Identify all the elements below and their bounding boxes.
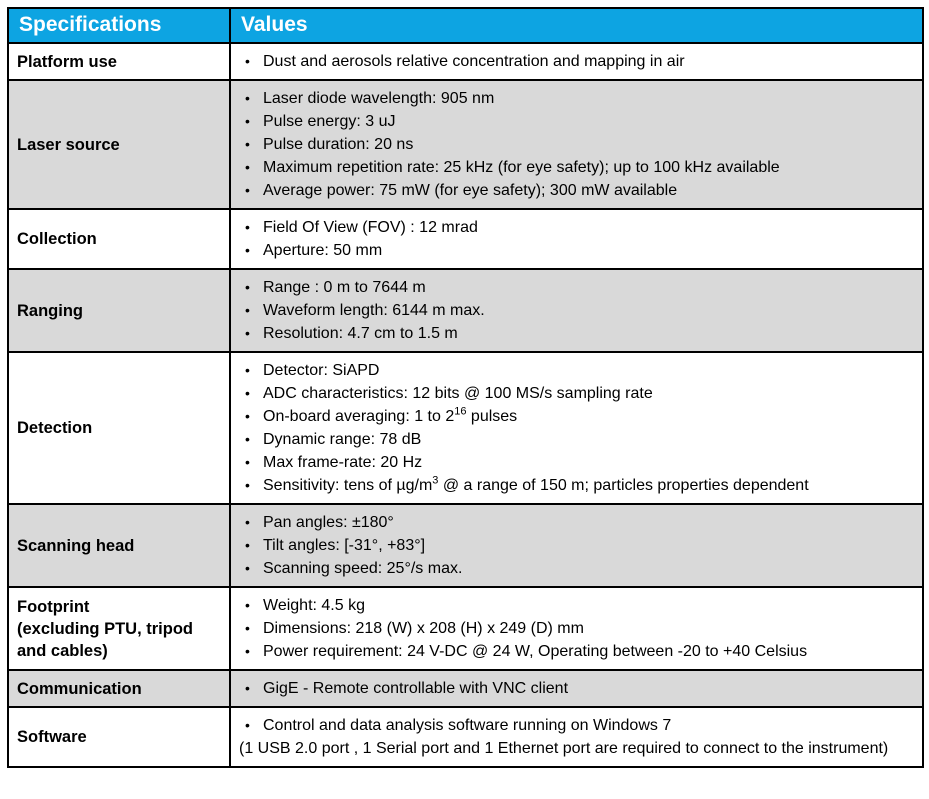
table-row-collection <box>8 209 923 269</box>
bullet-icon: • <box>245 90 250 106</box>
bullet-icon: • <box>245 408 250 424</box>
row-label: Detection <box>8 352 230 504</box>
bullet-item <box>239 511 914 534</box>
bullet-item <box>239 179 914 202</box>
bullet-icon: • <box>245 302 250 318</box>
bullet-item <box>239 239 914 262</box>
bullet-item <box>239 428 914 451</box>
row-values <box>230 43 923 80</box>
bullet-text: Detector: SiAPD <box>263 362 380 379</box>
header-row <box>8 8 923 43</box>
bullet-text: Tilt angles: [-31°, +83°] <box>263 537 426 554</box>
bullet-text: Dimensions: 218 (W) x 208 (H) x 249 (D) mm <box>263 620 584 637</box>
bullet-text: Aperture: 50 mm <box>263 242 383 259</box>
row-label: Footprint (excluding PTU, tripod and cables) <box>8 587 230 670</box>
table-row-communication <box>8 670 923 707</box>
bullet-item <box>239 474 914 497</box>
bullet-icon: • <box>245 514 250 530</box>
bullet-item <box>239 405 914 428</box>
row-label: Software <box>8 707 230 767</box>
bullet-icon: • <box>245 717 250 733</box>
bullet-icon: • <box>245 643 250 659</box>
bullet-text: Max frame-rate: 20 Hz <box>263 454 423 471</box>
bullet-item <box>239 110 914 133</box>
bullet-icon: • <box>245 680 250 696</box>
bullet-text: On-board averaging: 1 to $2^{16}$ pulses <box>263 405 518 425</box>
bullet-icon: • <box>245 53 250 69</box>
header-values: Values <box>230 8 923 43</box>
bullet-text: Pan angles: ±180° <box>263 514 394 531</box>
row-values <box>230 352 923 504</box>
table-row-software <box>8 707 923 767</box>
bullet-icon: • <box>245 560 250 576</box>
bullet-item <box>239 87 914 110</box>
row-label: Ranging <box>8 269 230 352</box>
bullet-icon: • <box>245 219 250 235</box>
bullet-icon: • <box>245 477 250 493</box>
specifications-table <box>7 7 924 768</box>
table-row-platform-use <box>8 43 923 80</box>
bullet-icon: • <box>245 537 250 553</box>
row-values <box>230 670 923 707</box>
spec-table-body <box>8 43 923 767</box>
bullet-text: Power requirement: 24 V-DC @ 24 W, Operating between -20 to +40 Celsius <box>263 643 808 660</box>
bullet-icon: • <box>245 597 250 613</box>
row-label: Communication <box>8 670 230 707</box>
row-values <box>230 707 923 767</box>
row-values <box>230 269 923 352</box>
bullet-text: Waveform length: 6144 m max. <box>263 302 485 319</box>
bullet-item <box>239 557 914 580</box>
bullet-item <box>239 594 914 617</box>
table-row-footprint <box>8 587 923 670</box>
bullet-text: Scanning speed: 25°/s max. <box>263 560 463 577</box>
bullet-item <box>239 156 914 179</box>
bullet-icon: • <box>245 279 250 295</box>
row-label: Platform use <box>8 43 230 80</box>
bullet-icon: • <box>245 159 250 175</box>
bullet-icon: • <box>245 113 250 129</box>
table-row-ranging <box>8 269 923 352</box>
bullet-text: Laser diode wavelength: 905 nm <box>263 90 495 107</box>
bullet-item <box>239 299 914 322</box>
bullet-text: Pulse duration: 20 ns <box>263 136 414 153</box>
header-specifications: Specifications <box>8 8 230 43</box>
bullet-text: ADC characteristics: 12 bits @ 100 MS/s sampling rate <box>263 385 653 402</box>
bullet-icon: • <box>245 242 250 258</box>
row-label: Laser source <box>8 80 230 209</box>
bullet-icon: • <box>245 454 250 470</box>
table-row-detection <box>8 352 923 504</box>
bullet-item <box>239 617 914 640</box>
bullet-text: GigE - Remote controllable with VNC client <box>263 680 569 697</box>
bullet-text: Weight: 4.5 kg <box>263 597 365 614</box>
bullet-icon: • <box>245 362 250 378</box>
bullet-item <box>239 451 914 474</box>
bullet-text: Maximum repetition rate: 25 kHz (for eye safety); up to 100 kHz available <box>263 159 780 176</box>
row-values <box>230 587 923 670</box>
bullet-icon: • <box>245 620 250 636</box>
bullet-item <box>239 359 914 382</box>
bullet-item <box>239 50 914 73</box>
bullet-item <box>239 677 914 700</box>
bullet-text: Field Of View (FOV) : 12 mrad <box>263 219 478 236</box>
bullet-icon: • <box>245 182 250 198</box>
bullet-text: Sensitivity: tens of $\mu g/m^3$ @ a range of 150 m; particles properties dependent <box>263 474 809 494</box>
bullet-text: Average power: 75 mW (for eye safety); 300 mW available <box>263 182 678 199</box>
row-label: Scanning head <box>8 504 230 587</box>
row-values <box>230 209 923 269</box>
bullet-icon: • <box>245 385 250 401</box>
bullet-text: Resolution: 4.7 cm to 1.5 m <box>263 325 458 342</box>
row-values <box>230 80 923 209</box>
bullet-item <box>239 534 914 557</box>
bullet-item <box>239 640 914 663</box>
bullet-item <box>239 276 914 299</box>
table-row-laser-source <box>8 80 923 209</box>
row-label: Collection <box>8 209 230 269</box>
bullet-icon: • <box>245 136 250 152</box>
bullet-icon: • <box>245 325 250 341</box>
bullet-text: Range : 0 m to 7644 m <box>263 279 426 296</box>
bullet-item <box>239 382 914 405</box>
bullet-text: Control and data analysis software running on Windows 7 <box>263 717 672 734</box>
bullet-item <box>239 133 914 156</box>
bullet-text: Dynamic range: 78 dB <box>263 431 422 448</box>
bullet-item <box>239 714 914 737</box>
bullet-text: Dust and aerosols relative concentration and mapping in air <box>263 53 685 70</box>
table-row-scanning-head <box>8 504 923 587</box>
row-note: (1 USB 2.0 port , 1 Serial port and 1 Ethernet port are required to connect to the instrument) <box>239 740 889 757</box>
row-values <box>230 504 923 587</box>
bullet-text: Pulse energy: 3 uJ <box>263 113 396 130</box>
bullet-item <box>239 322 914 345</box>
bullet-item <box>239 216 914 239</box>
bullet-icon: • <box>245 431 250 447</box>
